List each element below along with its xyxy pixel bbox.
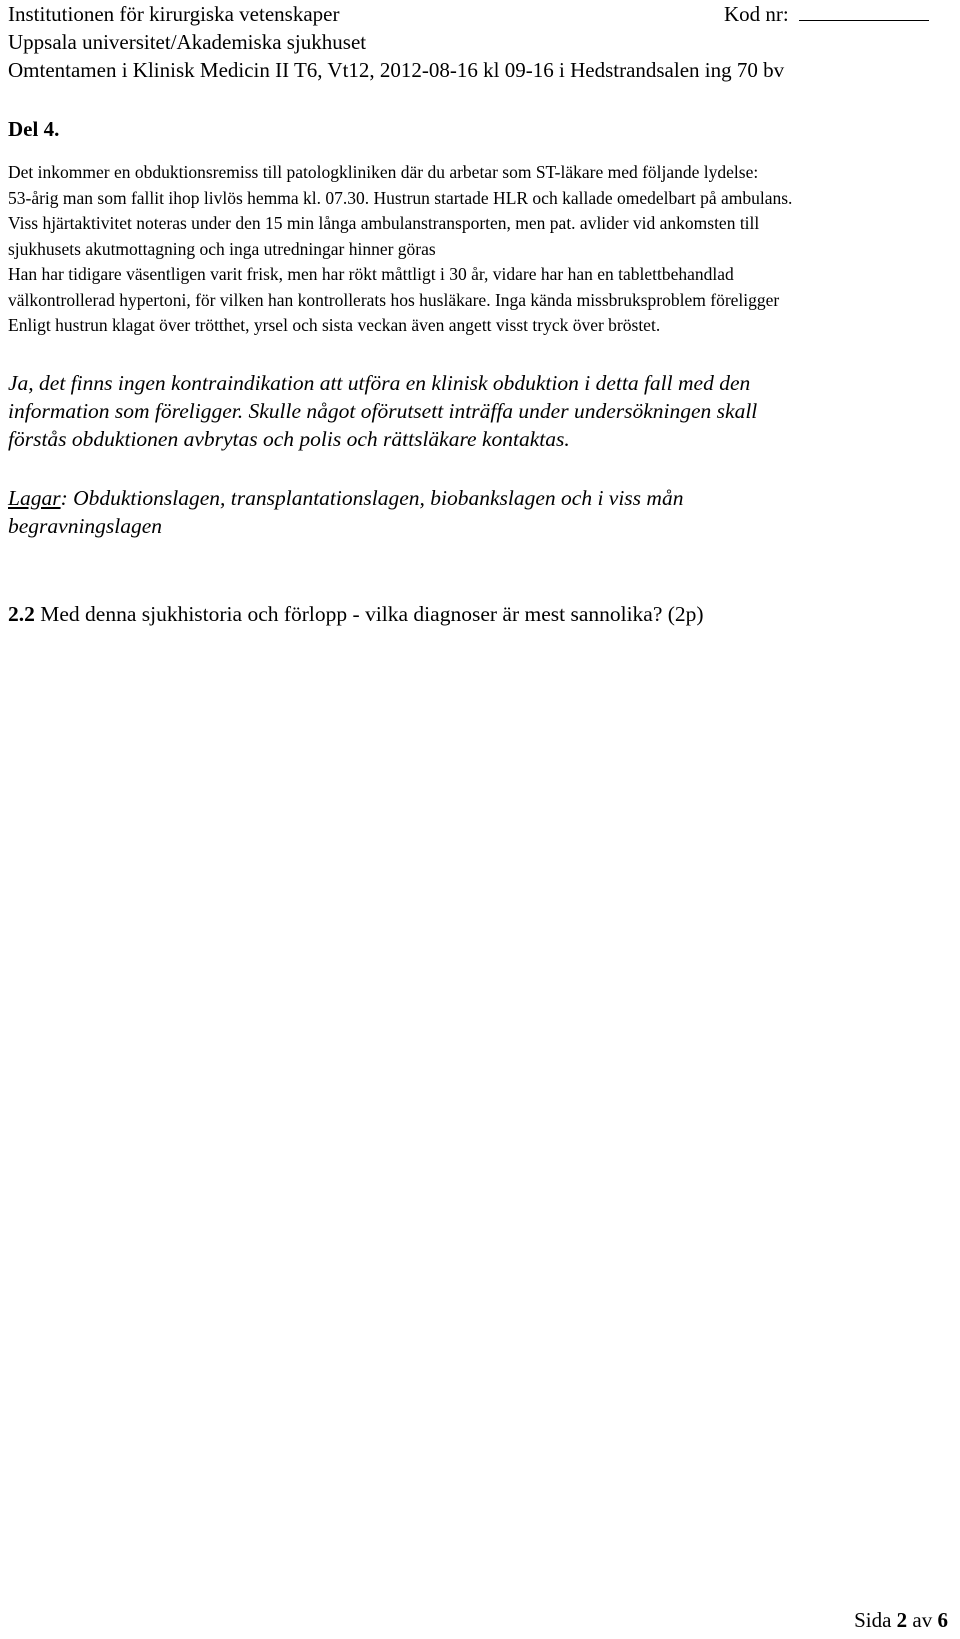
header-university: Uppsala universitet/Akademiska sjukhuset bbox=[8, 30, 367, 54]
case-line: 53-årig man som fallit ihop livlös hemma kl. 07.30. Hustrun startade HLR och kallade omedelbart på ambulans. bbox=[8, 187, 793, 208]
code-number-blank[interactable] bbox=[799, 19, 929, 21]
case-line: Enligt hustrun klagat över trötthet, yrsel och sista veckan även angett visst tryck över bröstet. bbox=[8, 315, 661, 335]
case-line: Viss hjärtaktivitet noteras under den 15 min långa ambulanstransporten, men pat. avlider vid ankomsten till bbox=[8, 213, 760, 233]
laws-label: Lagar bbox=[8, 486, 61, 510]
case-line: välkontrollerad hypertoni, för vilken han kontrollerats hos husläkare. Inga kända missbruksproblem föreligger bbox=[8, 289, 780, 310]
code-number-label: Kod nr: bbox=[724, 2, 789, 26]
question-text: Med denna sjukhistoria och förlopp - vilka diagnoser är mest sannolika? (2p) bbox=[34, 602, 704, 626]
page-total: 6 bbox=[937, 1608, 948, 1632]
answer-line: information som föreligger. Skulle något oförutsett inträffa under undersökningen skall bbox=[8, 399, 758, 423]
case-description bbox=[8, 160, 948, 339]
header-institution: Institutionen för kirurgiska vetenskaper bbox=[8, 2, 340, 26]
laws-text-continued: begravningslagen bbox=[8, 514, 163, 538]
page-middle: av bbox=[907, 1608, 938, 1632]
answer-paragraph bbox=[8, 369, 938, 453]
laws-text: : Obduktionslagen, transplantationslagen, biobankslagen och i viss mån bbox=[60, 486, 684, 510]
header-exam-info: Omtentamen i Klinisk Medicin II T6, Vt12, 2012-08-16 kl 09-16 i Hedstrandsalen ing 70 bv bbox=[8, 58, 785, 82]
answer-line: Ja, det finns ingen kontraindikation att utföra en klinisk obduktion i detta fall med den bbox=[8, 371, 751, 395]
question-number: 2.2 bbox=[8, 602, 35, 626]
laws-paragraph bbox=[8, 484, 938, 540]
section-title: Del 4. bbox=[8, 117, 60, 141]
case-line: sjukhusets akutmottagning och inga utredningar hinner göras bbox=[8, 238, 436, 259]
case-line: Det inkommer en obduktionsremiss till patologkliniken där du arbetar som ST-läkare med följande lydelse: bbox=[8, 162, 759, 182]
question-2-2 bbox=[8, 601, 704, 627]
case-line: Han har tidigare väsentligen varit frisk, men har rökt måttligt i 30 år, vidare har han en tablettbehandlad bbox=[8, 264, 734, 284]
code-number-field[interactable] bbox=[724, 2, 929, 26]
page-current: 2 bbox=[896, 1608, 908, 1632]
page-prefix: Sida bbox=[854, 1608, 897, 1632]
answer-line: förstås obduktionen avbrytas och polis och rättsläkare kontaktas. bbox=[8, 427, 570, 451]
page-number bbox=[854, 1608, 948, 1632]
